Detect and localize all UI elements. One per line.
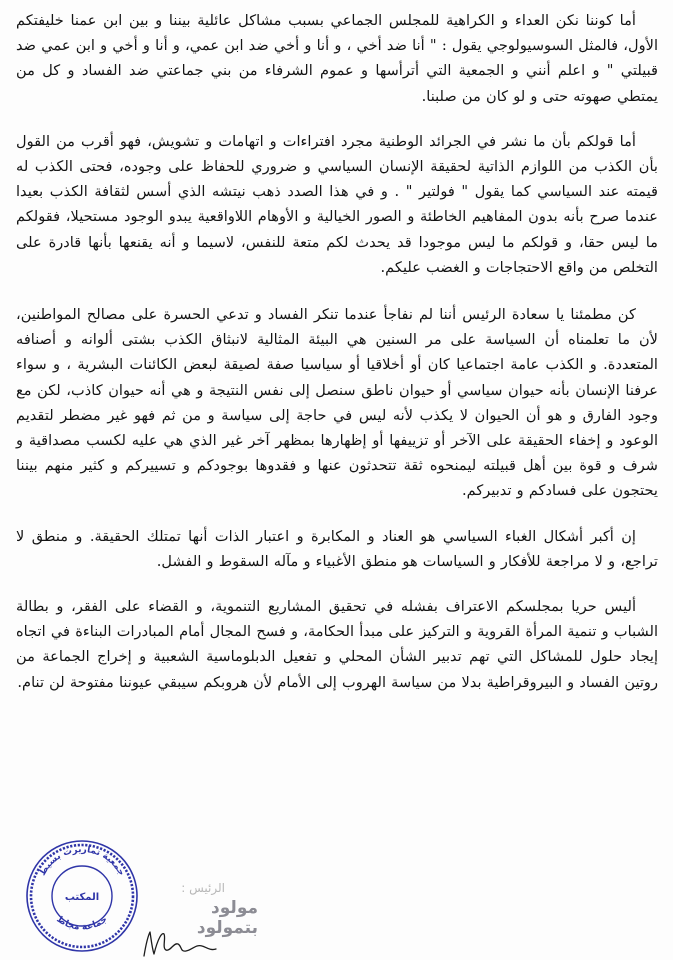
letter-body <box>16 8 658 695</box>
paragraph-1: أما كوننا نكن العداء و الكراهية للمجلس الجماعي بسبب مشاكل عائلية بيننا و بين ابن عمنا خليفتكم الأول، فالمثل السوسيولوجي يقول : " أنا ضد أخي ، و أنا و أخي ضد ابن عمي، و أنا و أخي و ابن عمي ضد قبيلتي " و اعلم أنني و الجمعية التي أترأسها و عموم الشرفاء من بني جماعتي ضد الفساد و كل من يمتطي صهوته حتى و لو كان من صلبنا. <box>16 12 658 105</box>
handwritten-signature <box>140 924 220 960</box>
paragraph-3: كن مطمئنا يا سعادة الرئيس أننا لم نفاجأ عندما تنكر الفساد و تدعي الحسرة على مصالح المواطنين، لأن ما تعلمناه أن السياسة على مر السنين هي البيئة المثالية لانبثاق الكذب بشتى ألوانه و أصنافه المتعددة. و الكذب عامة اجتماعيا كان أو أخلاقيا أو سياسيا صفة لصيقة لبعض الكائنات البشرية ، و سواء عرفنا الإنسان بأنه حيوان سياسي أو حيوان ناطق سنصل إلى نفس النتيجة و هي أنه حيوان كاذب، لكن مع وجود الفارق و هو أن الحيوان لا يكذب لأنه ليس في حاجة إلى سياسة و من ثم فهو غير مضطر لتقديم الوعود و إخفاء الحقيقة على الآخر أو تزييفها أو إظهارها بمظهر آخر غير الذي هي عليه لكسب مصداقية و شرف و قوة بين أهل قبيلته ليمنحوه ثقة تتحدثون عنها و فقدوها بوجودكم و تسييركم و كثير منهم بيننا يحتجون على فسادكم و تدبيركم. <box>16 306 658 500</box>
stamp-bottom-text: جماعة مجاط <box>54 914 110 933</box>
paragraph-5: أليس حريا بمجلسكم الاعتراف بفشله في تحقيق المشاريع التنموية، و القضاء على الفقر، و بطالة الشباب و تنمية المرأة القروية و التركيز على مبدأ الحكامة، و فسح المجال أمام المبادرات البناءة في اتجاه إيجاد حلول للمشاكل التي تهم تدبير الشأن المحلي و تفعيل الدبلوماسية الشعبية و إخراج الجماعة من روتين الفساد و البيروقراطية بدلا من سياسة الهروب إلى الأمام لأن هروبكم سيبقي عيوننا مفتوحة لن تنام. <box>16 598 658 691</box>
signature-title: الرئيس : <box>181 881 225 895</box>
svg-text:جماعة مجاط <box>55 915 110 933</box>
paragraph-2: أما قولكم بأن ما نشر في الجرائد الوطنية مجرد افتراءات و اتهامات و تشويش، فهو أقرب من القول بأن الكذب من اللوازم الذاتية لحقيقة الإنسان السياسي و ضروري للحفاظ على وجوده، فحتى الكذب له قيمته عند السياسي كما يقول " فولتير " . و في هذا الصدد ذهب نيتشه الذي أسس لثقافة الكذب بعيدا عندما صرح بأنه بدون المفاهيم الخاطئة و الصور الخيالية و الأوهام اللاواقعية يبدو الوجود مستحيلا، فقولكم ما ليس حقا، و قولكم ما ليس موجودا قد يحدث لكم متعة للنفس، لاسيما و أنه يقنعها بأنها قادرة على التخلص من واقع الاحتجاجات و الغضب عليكم. <box>16 132 658 276</box>
stamp-center-text: المكتب <box>64 892 100 903</box>
association-stamp <box>22 826 142 960</box>
paragraph-4: إن أكبر أشكال الغباء السياسي هو العناد و المكابرة و اعتبار الذات أنها تمتلك الحقيقة. و منطق لا تراجع، و لا مراجعة للأفكار و السياسات هو منطق الأغبياء و مآله السقوط و الفشل. <box>16 527 658 570</box>
signatory-name: مولود بتمولود <box>196 898 258 938</box>
stamp-top-text: جمعية تماريرت بسيط <box>37 844 127 878</box>
